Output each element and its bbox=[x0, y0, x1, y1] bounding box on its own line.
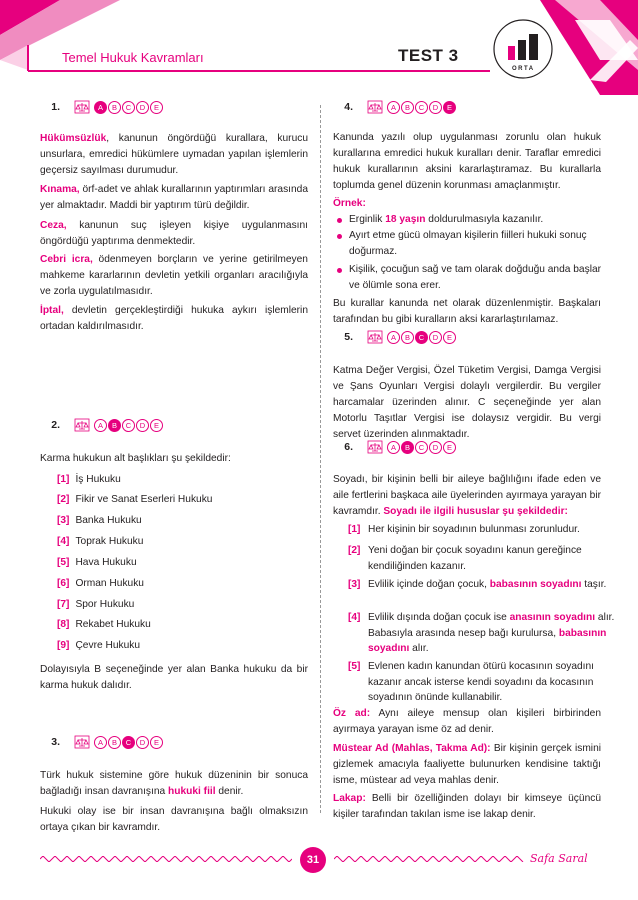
text: Erginlik bbox=[349, 214, 386, 225]
item-text: Spor Hukuku bbox=[75, 599, 135, 610]
q6-intro bbox=[333, 472, 601, 520]
scale-icon bbox=[367, 100, 383, 114]
paragraph-oz-ad bbox=[333, 706, 601, 738]
header-title: Temel Hukuk Kavramları bbox=[62, 50, 204, 65]
text: Bir kişinin gerçek ismini gizlemek amacıyla faaliyette bulunurken kendisine taktığı isme, müstear ad veya mahlas denir. bbox=[333, 743, 601, 786]
answer-row bbox=[339, 100, 457, 114]
paragraph-mustear-ad bbox=[333, 741, 601, 789]
option-b: B bbox=[401, 331, 414, 344]
footer-wave-left bbox=[40, 856, 292, 862]
option-c: C bbox=[122, 101, 135, 114]
paragraph-hukumsuzluk bbox=[40, 131, 308, 179]
question-number: 1. bbox=[51, 101, 60, 113]
page-number: 31 bbox=[300, 847, 326, 873]
text: Evlilik dışında doğan çocuk ise bbox=[368, 612, 510, 623]
text: kanunun suç işleyen kişiye uygulanmasını öngördüğü yaptırıma denmektedir. bbox=[40, 220, 308, 247]
q5-paragraph: Katma Değer Vergisi, Özel Tüketim Vergisi, Damga Vergisi ve Şans Oyunları Vergisi dolaylı vergilerdir. Bu vergiler harcamalar üzerinden alınır. C seçeneğinde yer alan Motorlu Taşıtlar Vergisi ise dolaysız vergidir. Bu vergi servet üzerinden alınmaktadır. bbox=[333, 365, 601, 440]
option-c: C bbox=[415, 331, 428, 344]
item-text: Rekabet Hukuku bbox=[75, 619, 151, 630]
item-number: [8] bbox=[57, 619, 70, 630]
term: babasının soyadını bbox=[489, 579, 582, 590]
question-number: 5. bbox=[344, 331, 353, 343]
option-c: C bbox=[122, 736, 135, 749]
option-e: E bbox=[150, 101, 163, 114]
text: Aynı aileye mensup olan kişileri birbirinden ayırmaya yarayan isme öz ad denir. bbox=[333, 708, 601, 735]
option-a: A bbox=[94, 101, 107, 114]
list-item bbox=[57, 555, 137, 571]
option-b: B bbox=[108, 419, 121, 432]
list-item bbox=[57, 617, 151, 633]
option-d: D bbox=[136, 101, 149, 114]
item-number: [9] bbox=[57, 640, 70, 651]
bullet-item: Ayırt etme gücü olmayan kişilerin fiilleri hukuki sonuç doğurmaz. bbox=[335, 228, 613, 260]
item-text: Fikir ve Sanat Eserleri Hukuku bbox=[75, 494, 213, 505]
term: Öz ad: bbox=[333, 708, 371, 719]
option-b: B bbox=[401, 441, 414, 454]
item-text: İş Hukuku bbox=[75, 474, 121, 485]
text: taşır. bbox=[581, 579, 607, 590]
answer-row bbox=[46, 100, 164, 114]
option-c: C bbox=[122, 419, 135, 432]
option-e: E bbox=[443, 331, 456, 344]
answer-row bbox=[339, 330, 457, 344]
option-a: A bbox=[94, 419, 107, 432]
numbered-item bbox=[348, 659, 620, 706]
text: alır. Babasıyla arasında nesep bağı kurulursa, bbox=[368, 612, 615, 639]
option-e: E bbox=[443, 441, 456, 454]
item-number: [5] bbox=[57, 557, 70, 568]
q3-paragraph-2: Hukuki olay ise bir insan davranışına bağlı olmaksızın ortaya çıkan bir kavramdır. bbox=[40, 806, 308, 833]
q2-conclusion: Dolayısıyla B seçeneğinde yer alan Banka hukuku da bir karma hukuk dalıdır. bbox=[40, 664, 308, 691]
q2-intro: Karma hukukun alt başlıkları şu şekildedir: bbox=[40, 453, 231, 464]
text: ödenmeyen borçların ve yerine getirilmeyen mahkeme kararlarının devletin yetkili organları aracılığıyla ve zorla uygulatılmasıdır. bbox=[40, 254, 308, 297]
term: İptal, bbox=[40, 305, 64, 316]
scale-icon bbox=[367, 330, 383, 344]
item-number: [2] bbox=[57, 494, 70, 505]
option-c: C bbox=[415, 441, 428, 454]
scale-icon bbox=[367, 440, 383, 454]
question-number: 2. bbox=[51, 419, 60, 431]
option-c: C bbox=[415, 101, 428, 114]
scale-icon bbox=[74, 100, 90, 114]
item-number: [6] bbox=[57, 578, 70, 589]
text: Evlilik içinde doğan çocuk, bbox=[368, 579, 490, 590]
term: Hükümsüzlük bbox=[40, 133, 107, 144]
item-number: [1] bbox=[348, 524, 361, 535]
text: , kanunun öngördüğü kurallara, kurucu unsurlara, emredici hükümlere uymadan yapılan işlemlerin geçersiz sayılması durumudur. bbox=[40, 133, 308, 176]
option-b: B bbox=[108, 736, 121, 749]
text: denir. bbox=[215, 786, 244, 797]
text: örf-adet ve ahlak kurallarının yaptırımları arasında yer almaktadır. Maddi bir yaptırım türü değildir. bbox=[40, 184, 308, 211]
answer-row bbox=[339, 440, 457, 454]
question-number: 3. bbox=[51, 736, 60, 748]
question-number: 6. bbox=[344, 441, 353, 453]
numbered-item bbox=[348, 577, 620, 593]
logo-text: ORTA bbox=[512, 66, 535, 72]
option-e: E bbox=[443, 101, 456, 114]
option-e: E bbox=[150, 419, 163, 432]
term: Soyadı ile ilgili hususlar şu şekildedir: bbox=[383, 506, 568, 517]
text: doldurulmasıyla kazanılır. bbox=[425, 214, 544, 225]
answer-row bbox=[46, 418, 164, 432]
list-item bbox=[57, 534, 143, 550]
answer-row bbox=[46, 735, 164, 749]
option-a: A bbox=[387, 441, 400, 454]
paragraph-lakap bbox=[333, 791, 601, 823]
scale-icon bbox=[74, 735, 90, 749]
item-text: Hava Hukuku bbox=[75, 557, 137, 568]
bullet-item bbox=[335, 212, 613, 228]
author-signature: Safa Saral bbox=[530, 852, 588, 865]
footer-wave-right bbox=[334, 856, 524, 862]
numbered-item bbox=[348, 522, 620, 538]
item-number: [1] bbox=[57, 474, 70, 485]
list-item bbox=[57, 492, 212, 508]
option-d: D bbox=[136, 736, 149, 749]
q4-paragraph-1: Kanunda yazılı olup uygulanması zorunlu olan hukuk kurallarına emredici hukuk kuralları denir. Taraflar emredici hukuk kurallarının aksini kararlaştıramaz. Bu kurallarla toplumda genel düzenin korunması amaçlanmıştır. bbox=[333, 132, 601, 191]
item-number: [3] bbox=[57, 515, 70, 526]
list-item bbox=[57, 513, 142, 529]
numbered-item bbox=[348, 610, 620, 657]
term: Ceza, bbox=[40, 220, 67, 231]
list-item bbox=[57, 597, 134, 613]
paragraph-kinama bbox=[40, 182, 308, 214]
option-d: D bbox=[136, 419, 149, 432]
item-number: [2] bbox=[348, 545, 361, 556]
option-a: A bbox=[387, 101, 400, 114]
option-d: D bbox=[429, 331, 442, 344]
q3-paragraph-1 bbox=[40, 768, 308, 800]
paragraph-ceza bbox=[40, 218, 308, 250]
list-item bbox=[57, 576, 144, 592]
term: anasının soyadını bbox=[509, 612, 596, 623]
text: Türk hukuk sistemine göre hukuk düzeninin bir sonuca bağladığı insan davranışına bbox=[40, 770, 308, 797]
term: 18 yaşın bbox=[385, 214, 426, 225]
option-b: B bbox=[401, 101, 414, 114]
option-d: D bbox=[429, 101, 442, 114]
text: Belli bir özelliğinden dolayı bir kimseye üçüncü kişiler tarafından takılan isme ise lakap denir. bbox=[333, 793, 601, 820]
term: Kınama, bbox=[40, 184, 80, 195]
text: Her kişinin bir soyadının bulunması zorunludur. bbox=[368, 524, 580, 535]
item-text: Çevre Hukuku bbox=[75, 640, 141, 651]
item-text: Toprak Hukuku bbox=[75, 536, 144, 547]
item-number: [4] bbox=[57, 536, 70, 547]
paragraph-cebri-icra bbox=[40, 252, 308, 300]
item-number: [3] bbox=[348, 579, 361, 590]
term: Müstear Ad (Mahlas, Takma Ad): bbox=[333, 743, 491, 754]
option-e: E bbox=[150, 736, 163, 749]
item-text: Orman Hukuku bbox=[75, 578, 144, 589]
option-b: B bbox=[108, 101, 121, 114]
term: hukuki fiil bbox=[168, 786, 216, 797]
item-number: [4] bbox=[348, 612, 361, 623]
example-label: Örnek: bbox=[333, 198, 366, 209]
text: devletin gerçekleştirdiği hukuka aykırı işlemlerin ortadan kaldırılmasıdır. bbox=[40, 305, 308, 332]
bullet-item: Kişilik, çocuğun sağ ve tam olarak doğduğu anda başlar ve ölümle sona erer. bbox=[335, 262, 613, 294]
paragraph-iptal bbox=[40, 303, 308, 335]
term: babasının soyadını bbox=[368, 627, 607, 654]
list-item bbox=[57, 638, 140, 654]
term: Cebri icra, bbox=[40, 254, 93, 265]
column-divider bbox=[320, 105, 321, 813]
text: Soyadı, bir kişinin belli bir aileye bağlılığını ifade eden ve aile fertlerini başkaca aile üyelerinden ayırmaya yarayan bir kavramdır. bbox=[333, 474, 601, 517]
text: Yeni doğan bir çocuk soyadını kanun gereğince kendiliğinden kazanır. bbox=[368, 545, 582, 572]
item-text: Banka Hukuku bbox=[75, 515, 142, 526]
term: Lakap: bbox=[333, 793, 366, 804]
text: alır. bbox=[409, 643, 429, 654]
scale-icon bbox=[74, 418, 90, 432]
test-title: TEST 3 bbox=[398, 46, 459, 65]
item-number: [5] bbox=[348, 661, 361, 672]
option-d: D bbox=[429, 441, 442, 454]
text: Evlenen kadın kanundan ötürü kocasının soyadını kazanır ancak isterse kendi soyadını da kocasının soyadının önünde kullanabilir. bbox=[368, 661, 594, 703]
option-a: A bbox=[387, 331, 400, 344]
item-number: [7] bbox=[57, 599, 70, 610]
list-item bbox=[57, 472, 121, 488]
numbered-item bbox=[348, 543, 620, 574]
option-a: A bbox=[94, 736, 107, 749]
question-number: 4. bbox=[344, 101, 353, 113]
q4-paragraph-2: Bu kurallar kanunda net olarak düzenlenmiştir. Başkaları tarafından bu gibi kuralların aksi kararlaştırılamaz. bbox=[333, 298, 601, 325]
